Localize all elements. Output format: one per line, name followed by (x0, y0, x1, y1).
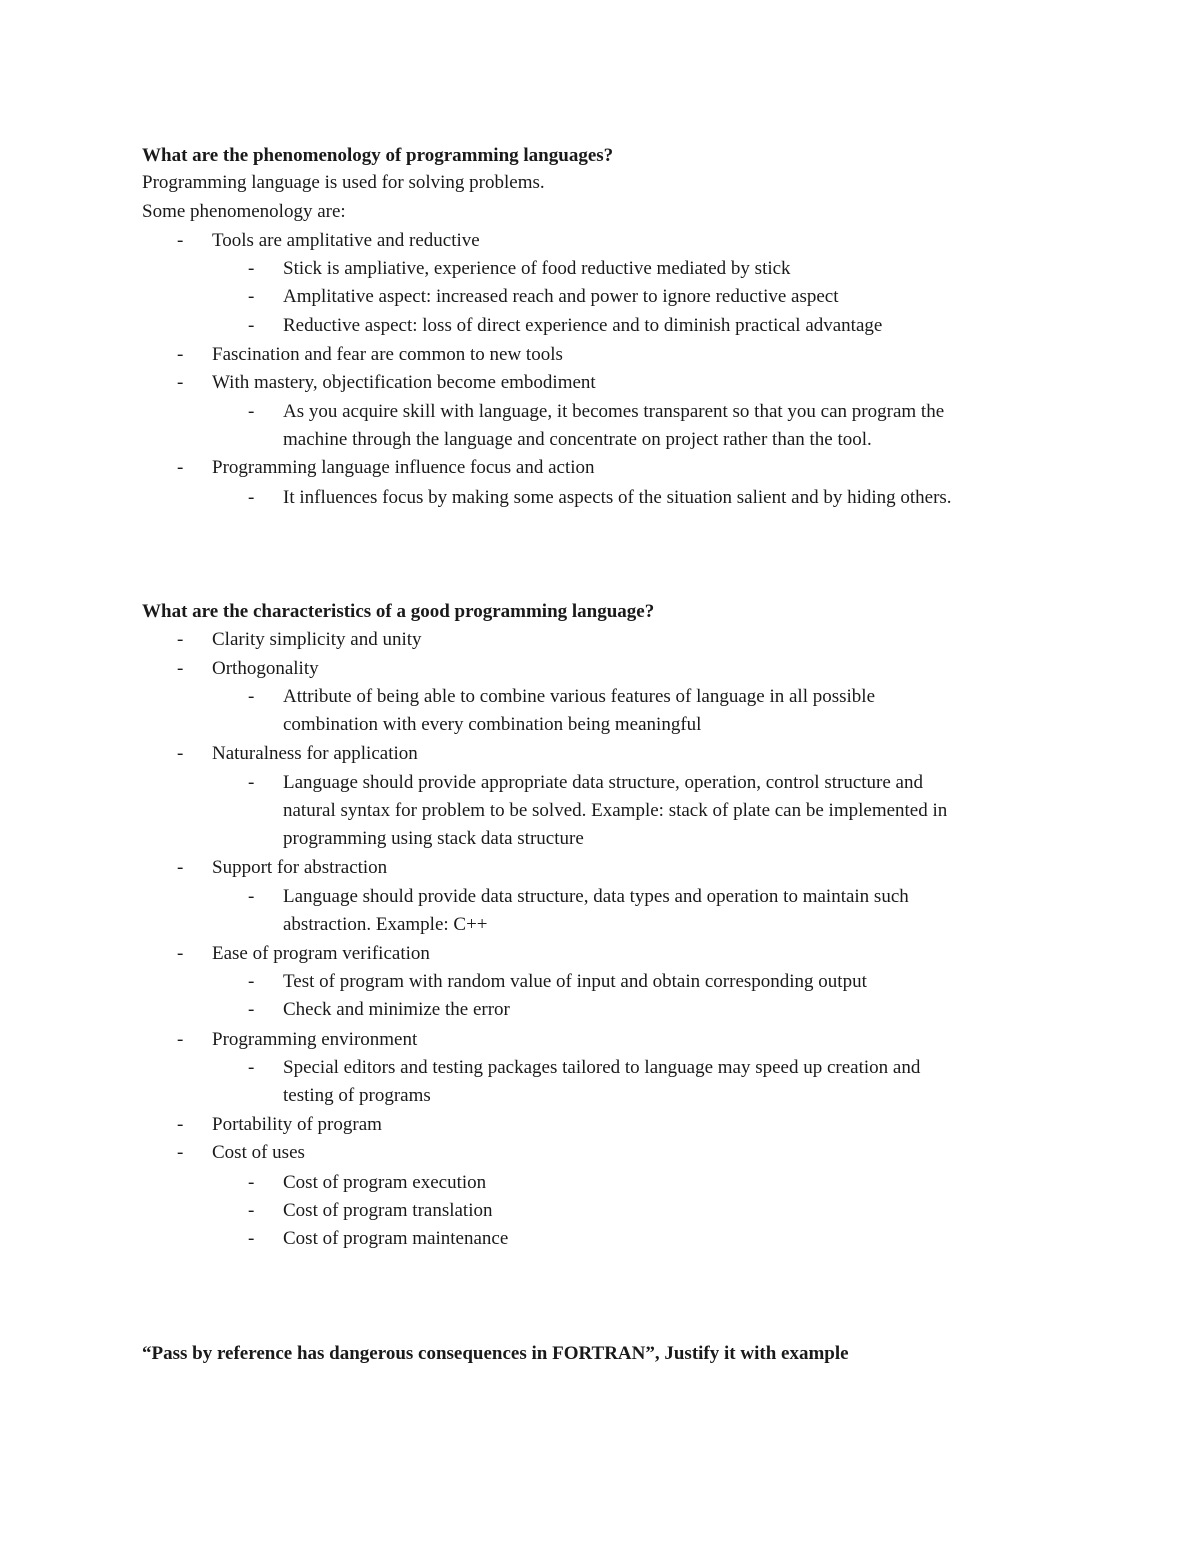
bullet-dash: - (248, 971, 255, 992)
bullet-dash: - (248, 1172, 255, 1193)
bullet-dash: - (248, 772, 255, 793)
section-heading: What are the phenomenology of programming languages? (142, 145, 614, 166)
list-item: Orthogonality (212, 658, 319, 679)
list-item: Programming language influence focus and action (212, 457, 595, 478)
bullet-dash: - (177, 857, 184, 878)
sub-list-item: As you acquire skill with language, it becomes transparent so that you can program the (283, 401, 945, 422)
sub-list-item: Special editors and testing packages tailored to language may speed up creation and (283, 1057, 921, 1078)
sub-list-item: Reductive aspect: loss of direct experience and to diminish practical advantage (283, 315, 883, 336)
sub-list-item: Language should provide appropriate data structure, operation, control structure and (283, 772, 923, 793)
bullet-dash: - (248, 401, 255, 422)
list-item: With mastery, objectification become embodiment (212, 372, 596, 393)
sub-list-item-continued: natural syntax for problem to be solved. Example: stack of plate can be implemented in (283, 800, 948, 821)
bullet-dash: - (177, 230, 184, 251)
sub-list-item-continued: programming using stack data structure (283, 828, 584, 849)
list-item: Support for abstraction (212, 857, 388, 878)
bullet-dash: - (177, 1029, 184, 1050)
bullet-dash: - (248, 286, 255, 307)
paragraph: Programming language is used for solving problems. (142, 172, 545, 193)
list-item: Clarity simplicity and unity (212, 629, 422, 650)
section-heading: What are the characteristics of a good programming language? (142, 601, 655, 622)
bullet-dash: - (248, 886, 255, 907)
bullet-dash: - (177, 1114, 184, 1135)
bullet-dash: - (177, 372, 184, 393)
section-heading: “Pass by reference has dangerous consequences in FORTRAN”, Justify it with example (142, 1343, 849, 1364)
bullet-dash: - (248, 258, 255, 279)
list-item: Portability of program (212, 1114, 382, 1135)
list-item: Naturalness for application (212, 743, 418, 764)
bullet-dash: - (248, 1057, 255, 1078)
bullet-dash: - (177, 629, 184, 650)
bullet-dash: - (177, 1142, 184, 1163)
bullet-dash: - (177, 344, 184, 365)
sub-list-item: Cost of program translation (283, 1200, 493, 1221)
sub-list-item: Language should provide data structure, data types and operation to maintain such (283, 886, 909, 907)
paragraph: Some phenomenology are: (142, 201, 346, 222)
sub-list-item: Stick is ampliative, experience of food reductive mediated by stick (283, 258, 791, 279)
bullet-dash: - (248, 1200, 255, 1221)
list-item: Fascination and fear are common to new tools (212, 344, 563, 365)
list-item: Cost of uses (212, 1142, 305, 1163)
sub-list-item: Cost of program execution (283, 1172, 487, 1193)
list-item: Programming environment (212, 1029, 418, 1050)
sub-list-item-continued: abstraction. Example: C++ (283, 914, 488, 935)
bullet-dash: - (177, 743, 184, 764)
bullet-dash: - (248, 487, 255, 508)
bullet-dash: - (248, 686, 255, 707)
bullet-dash: - (177, 658, 184, 679)
sub-list-item: Amplitative aspect: increased reach and power to ignore reductive aspect (283, 286, 839, 307)
bullet-dash: - (248, 1228, 255, 1249)
list-item: Tools are amplitative and reductive (212, 230, 480, 251)
list-item: Ease of program verification (212, 943, 430, 964)
bullet-dash: - (248, 999, 255, 1020)
sub-list-item: Attribute of being able to combine various features of language in all possible (283, 686, 875, 707)
bullet-dash: - (177, 943, 184, 964)
sub-list-item-continued: testing of programs (283, 1085, 431, 1106)
sub-list-item: Cost of program maintenance (283, 1228, 509, 1249)
sub-list-item: Check and minimize the error (283, 999, 510, 1020)
sub-list-item: Test of program with random value of input and obtain corresponding output (283, 971, 867, 992)
sub-list-item-continued: combination with every combination being meaningful (283, 714, 702, 735)
sub-list-item: It influences focus by making some aspects of the situation salient and by hiding others. (283, 487, 952, 508)
sub-list-item-continued: machine through the language and concentrate on project rather than the tool. (283, 429, 872, 450)
bullet-dash: - (177, 457, 184, 478)
bullet-dash: - (248, 315, 255, 336)
